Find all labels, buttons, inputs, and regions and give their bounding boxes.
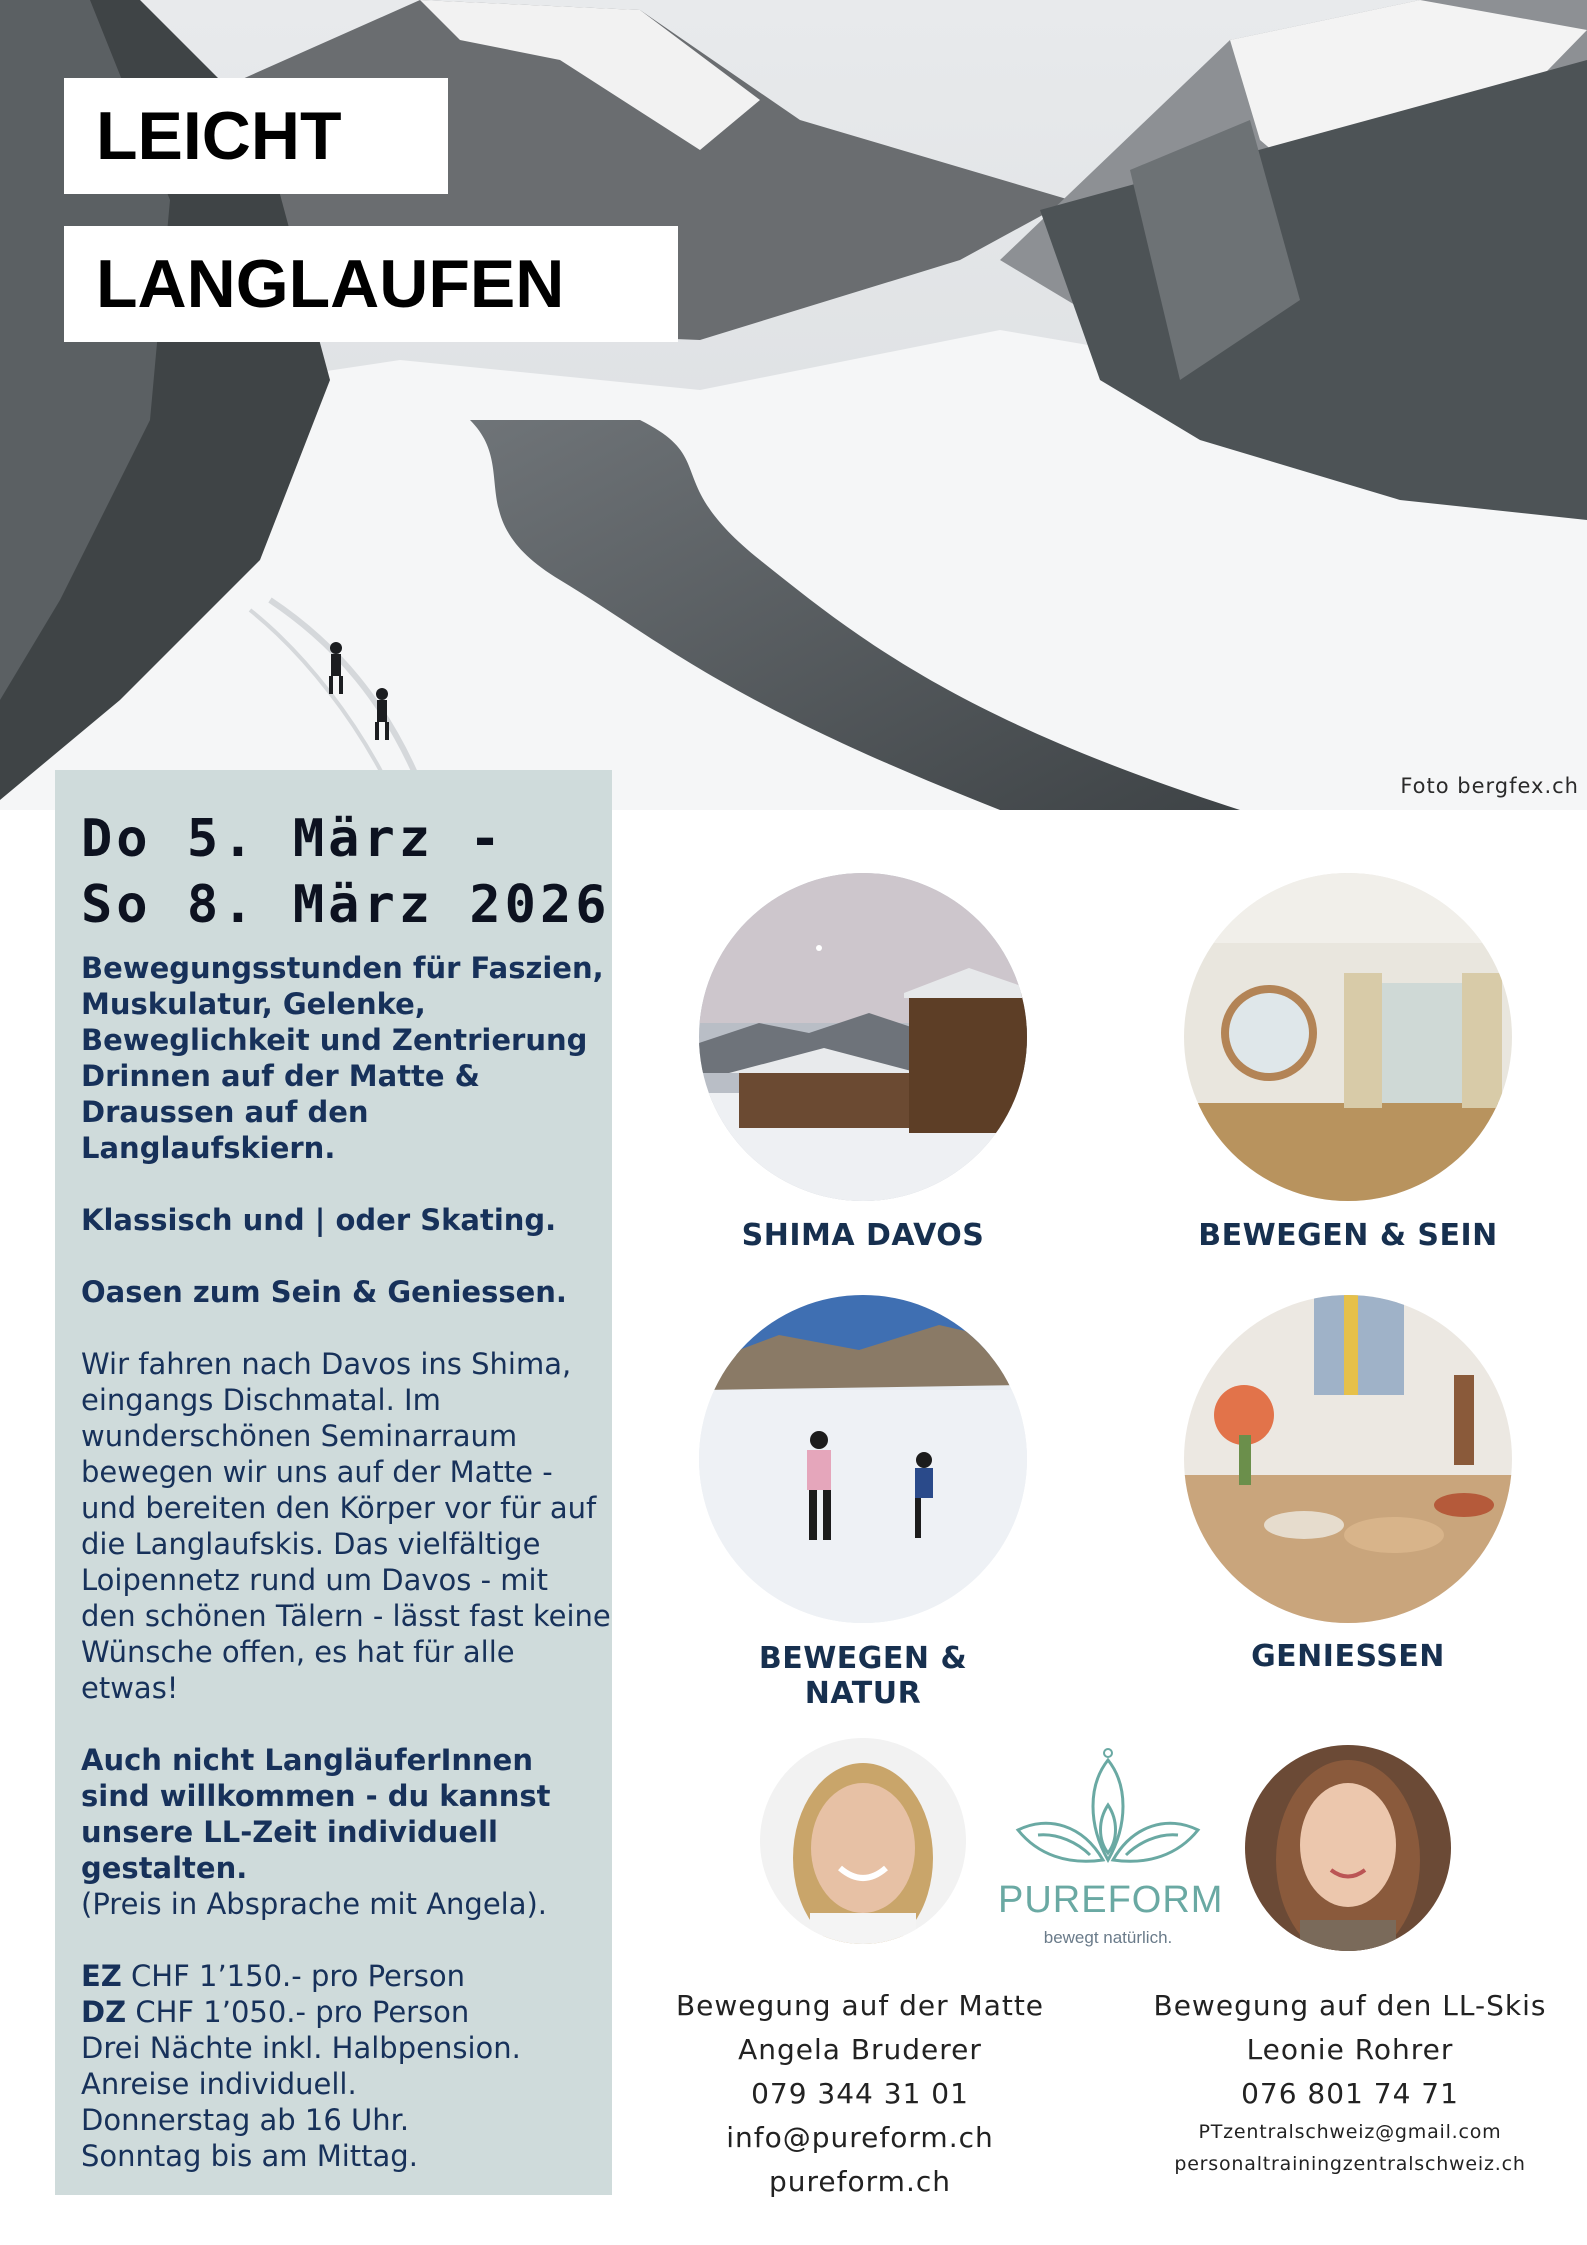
price-list	[81, 1958, 611, 2174]
pureform-lotus-icon	[998, 1745, 1218, 1875]
photo-buffet	[1184, 1295, 1512, 1623]
portrait-leonie	[1245, 1745, 1451, 1951]
info-panel	[55, 770, 612, 2195]
photo-seminar-room	[1184, 873, 1512, 1201]
contact-email[interactable]: PTzentralschweiz@gmail.com	[1198, 2121, 1502, 2143]
detail-line: Drei Nächte inkl. Halbpension.	[81, 2031, 521, 2065]
styles-text: Klassisch und | oder Skating.	[81, 1203, 557, 1237]
caption-bewegen-sein: BEWEGEN & SEIN	[1198, 1218, 1498, 1253]
oasen-text: Oasen zum Sein & Geniessen.	[81, 1275, 567, 1309]
contact-website[interactable]: personaltrainingzentralschweiz.ch	[1174, 2153, 1526, 2175]
intro-text: Bewegungsstunden für Faszien, Muskulatur, Gelenke, Beweglichkeit und Zentrierung Drinnen auf der Matte & Draussen auf den Langlaufskiern.	[81, 951, 604, 1165]
detail-line: Sonntag bis am Mittag.	[81, 2139, 418, 2173]
non-skiers-text: Auch nicht LangläuferInnen sind willkommen - du kannst unsere LL-Zeit individuell gestalten.	[81, 1743, 551, 1885]
date-start: Do 5. März -	[81, 809, 505, 869]
contact-phone[interactable]: 076 801 74 71	[1241, 2077, 1459, 2110]
caption-bewegen-natur: BEWEGEN & NATUR	[758, 1641, 968, 1711]
contact-name: Angela Bruderer	[738, 2033, 982, 2066]
non-skiers-price: (Preis in Absprache mit Angela).	[81, 1887, 548, 1921]
detail-line: Anreise individuell.	[81, 2067, 357, 2101]
pureform-logo	[998, 1745, 1224, 1955]
caption-shima-davos: SHIMA DAVOS	[741, 1218, 985, 1253]
contact-name: Leonie Rohrer	[1246, 2033, 1454, 2066]
trip-description: Wir fahren nach Davos ins Shima, eingangs Dischmatal. Im wunderschönen Seminarraum bewegen wir uns auf der Matte - und bereiten den Körper vor für auf die Langlaufskis. Das vielfältige Loipennetz rund um Davos - mit den schönen Tälern - lässt fast keine Wünsche offen, es hat für alle etwas!	[81, 1347, 611, 1705]
title-line-1: LEICHT	[64, 78, 448, 194]
contact-angela	[660, 1984, 1060, 2204]
contact-phone[interactable]: 079 344 31 01	[751, 2077, 969, 2110]
contact-website[interactable]: pureform.ch	[769, 2165, 951, 2198]
title-line-2: LANGLAUFEN	[64, 226, 678, 342]
contact-role: Bewegung auf den LL-Skis	[1153, 1989, 1547, 2022]
caption-geniessen: GENIESSEN	[1251, 1639, 1445, 1674]
detail-line: Donnerstag ab 16 Uhr.	[81, 2103, 410, 2137]
event-dates	[81, 806, 611, 938]
photo-credit: Foto bergfex.ch	[1400, 774, 1579, 798]
photo-skiing	[699, 1295, 1027, 1623]
photo-shima-davos	[699, 873, 1027, 1201]
price-dz: DZ CHF 1’050.- pro Person	[81, 1995, 470, 2029]
price-ez: EZ CHF 1’150.- pro Person	[81, 1959, 466, 1993]
contact-leonie	[1140, 1984, 1560, 2180]
description-text	[81, 950, 611, 2174]
logo-brand: PUREFORM	[998, 1879, 1224, 1921]
logo-tagline: bewegt natürlich.	[1043, 1928, 1173, 1947]
contact-role: Bewegung auf der Matte	[675, 1989, 1045, 2022]
portrait-angela	[760, 1738, 966, 1944]
date-end: So 8. März 2026	[81, 875, 611, 935]
contact-email[interactable]: info@pureform.ch	[726, 2121, 994, 2154]
